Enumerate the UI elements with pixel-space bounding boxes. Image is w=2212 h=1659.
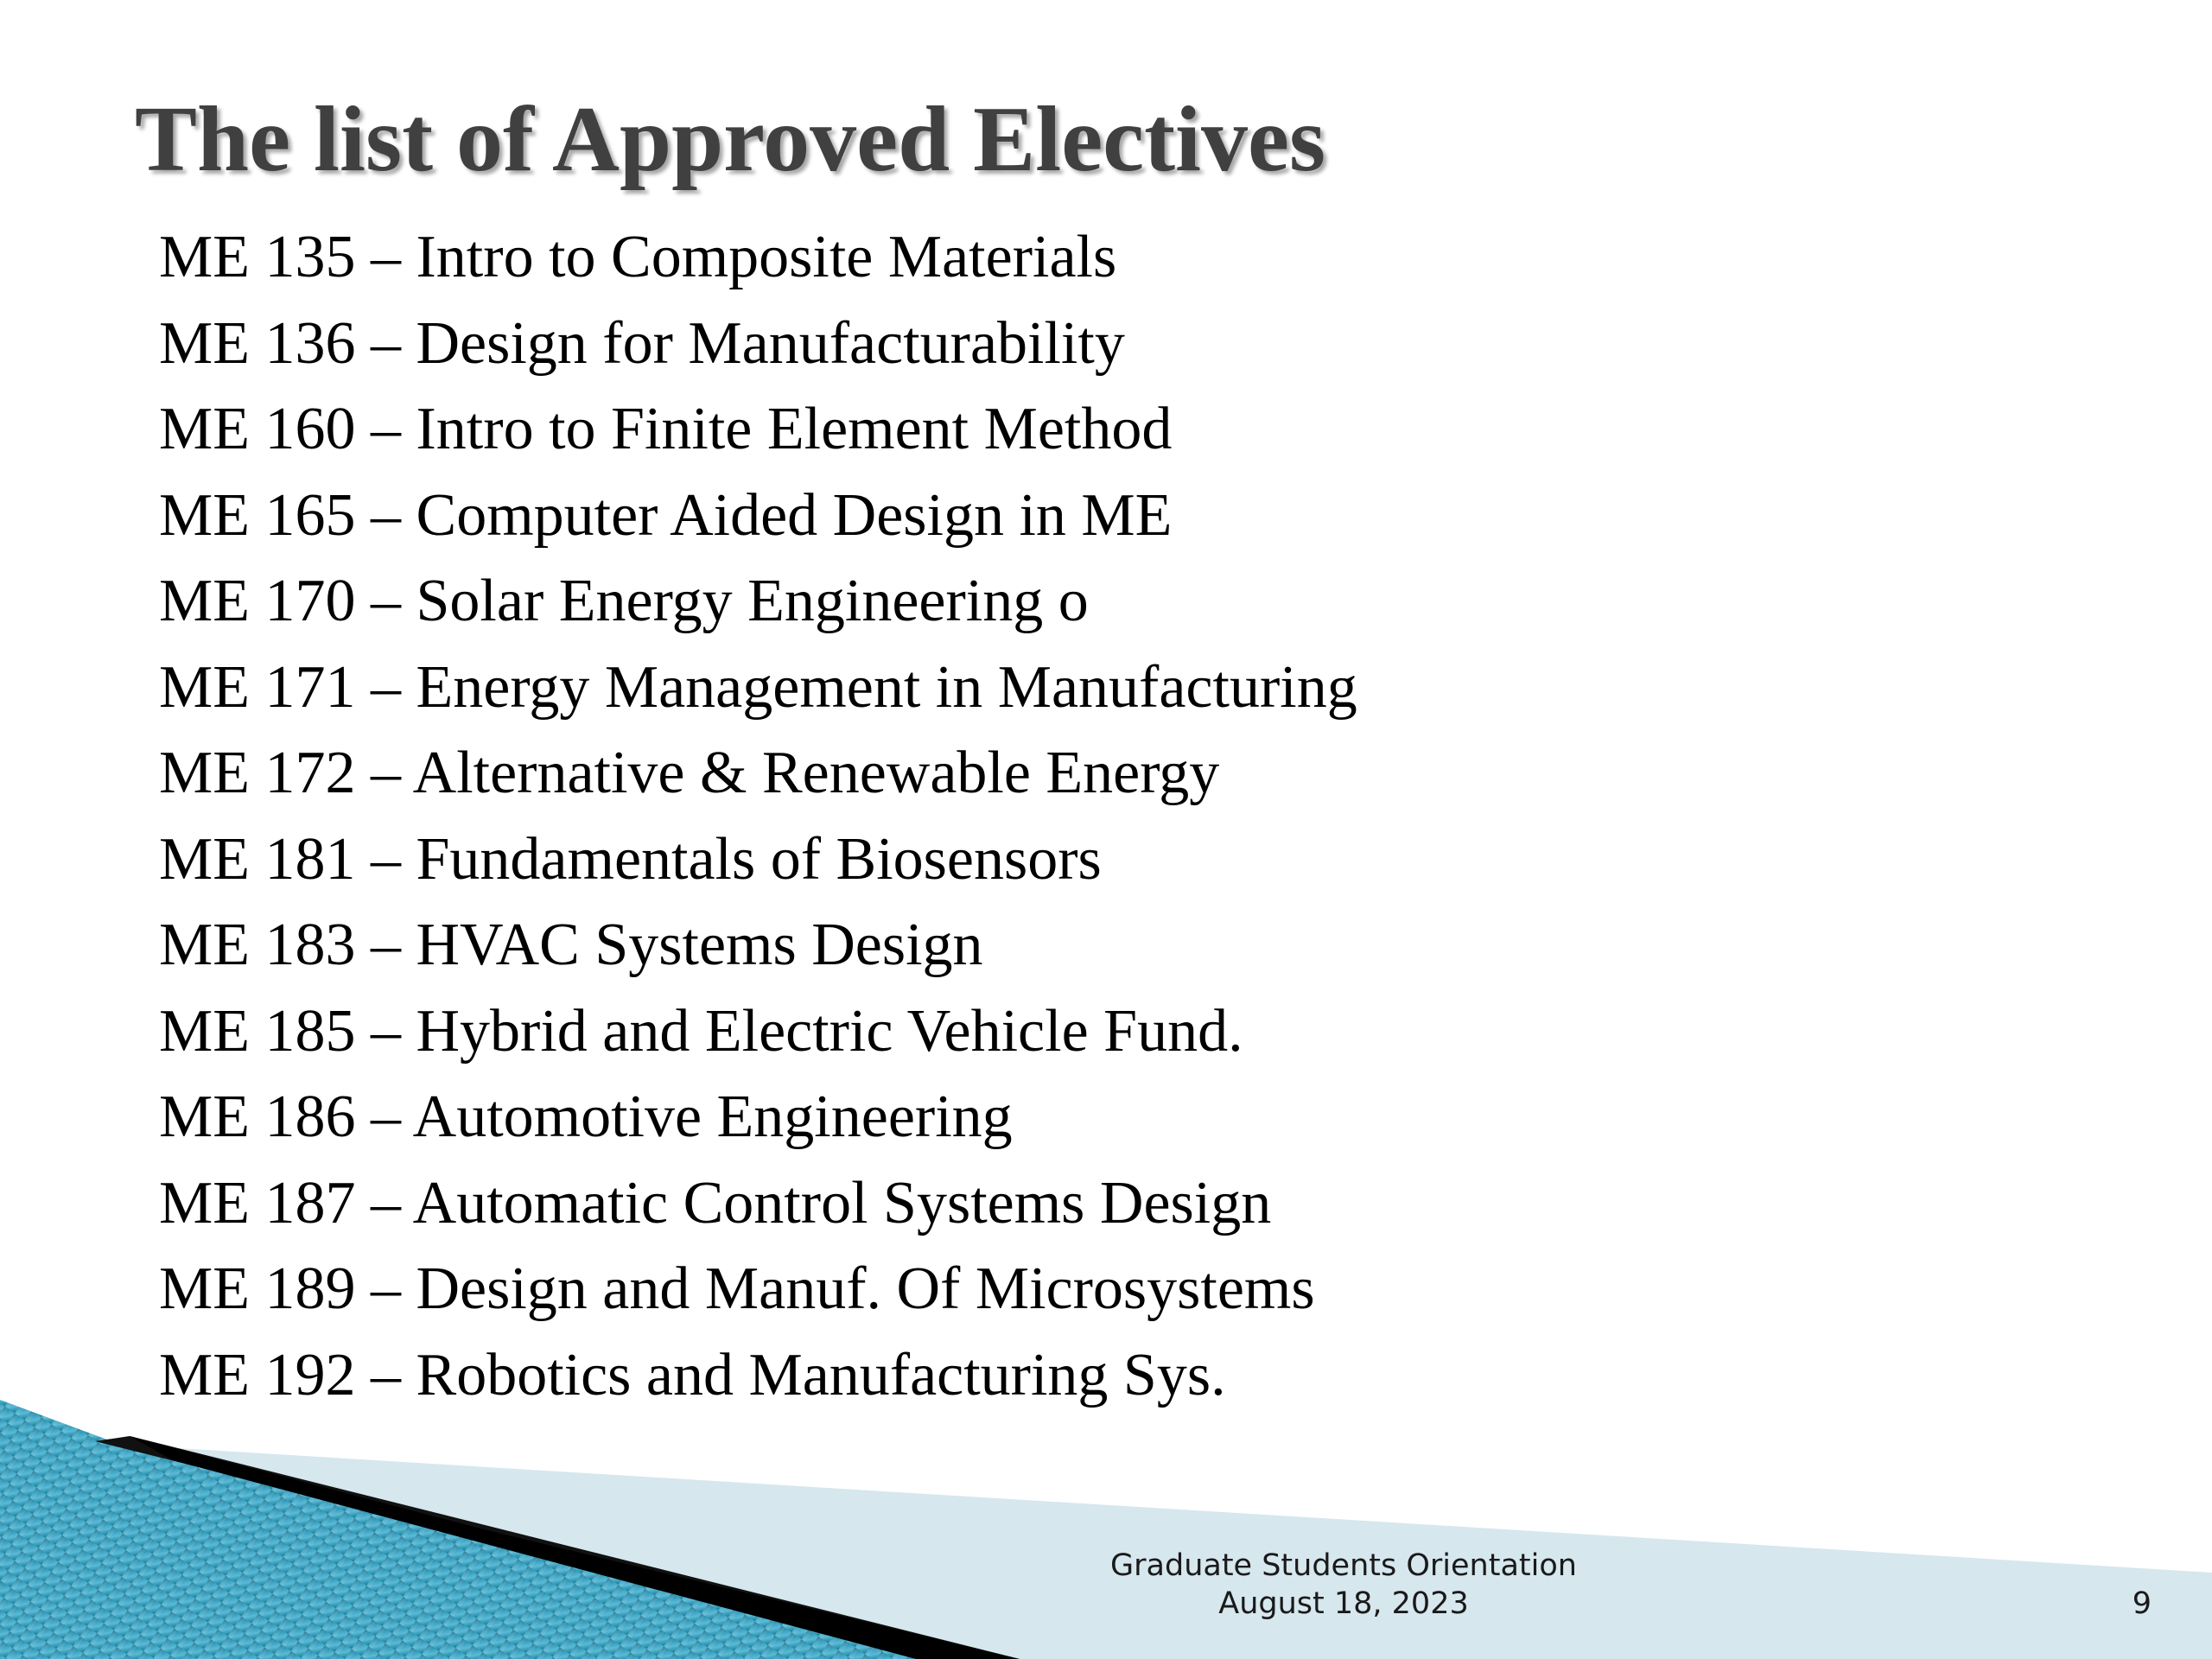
list-item: ME 185 – Hybrid and Electric Vehicle Fund. (159, 997, 1243, 1065)
list-item: ME 181 – Fundamentals of Biosensors (159, 825, 1102, 893)
page-number: 9 (2132, 1586, 2152, 1621)
list-item: ME 160 – Intro to Finite Element Method (159, 396, 1173, 462)
list-item: ME 171 – Energy Management in Manufacturing (159, 653, 1357, 721)
footer-line-event: Graduate Students Orientation (1110, 1548, 1577, 1583)
list-item: ME 172 – Alternative & Renewable Energy (159, 740, 1220, 806)
list-item: ME 186 – Automotive Engineering (159, 1084, 1013, 1150)
list-item: ME 135 – Intro to Composite Materials (159, 224, 1117, 290)
list-item: ME 189 – Design and Manuf. Of Microsystems (159, 1255, 1315, 1322)
list-item: ME 192 – Robotics and Manufacturing Sys. (159, 1341, 1226, 1408)
list-item: ME 136 – Design for Manufacturability (159, 309, 1125, 377)
list-item: ME 170 – Solar Energy Engineering o (159, 568, 1089, 634)
slide-title: The list of Approved Electives (135, 88, 1326, 191)
list-item: ME 183 – HVAC Systems Design (159, 912, 983, 978)
footer-line-date: August 18, 2023 (1218, 1586, 1469, 1621)
list-item: ME 165 – Computer Aided Design in ME (159, 481, 1173, 549)
electives-list (159, 214, 1357, 1418)
footer-text (1080, 1547, 1607, 1623)
list-item: ME 187 – Automatic Control Systems Design (159, 1169, 1272, 1236)
